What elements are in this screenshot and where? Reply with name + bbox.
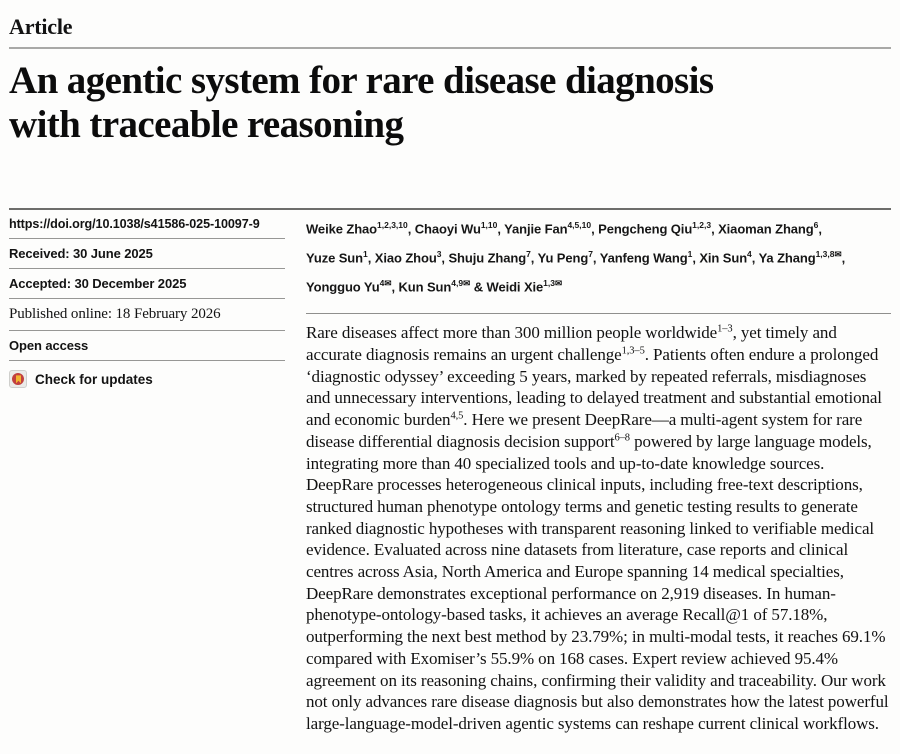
metadata-sidebar [9, 210, 285, 388]
open-access-badge: Open access [9, 331, 285, 361]
article-title [9, 59, 891, 146]
check-for-updates-button[interactable] [9, 361, 285, 388]
article-kicker: Article [9, 14, 73, 39]
abstract-divider [306, 313, 891, 315]
author-line: Weike Zhao$^{1,2,3,10}$, Chaoyi Wu$^{1,10}$, Yanjie Fan$^{4,5,10}$, Pengcheng Qiu$^{1,2,3}$, Xiaoman Zhang$^6$, [306, 220, 822, 237]
doi-link[interactable]: https://doi.org/10.1038/s41586-025-10097-9 [9, 210, 285, 239]
crossmark-bookmark-icon [9, 370, 27, 388]
check-for-updates-label: Check for updates [35, 371, 153, 387]
abstract-text: Rare diseases affect more than 300 million people worldwide$^{1-3}$, yet timely and accurate diagnosis remains an urgent challenge$^{1,3-5}$. Patients often endure a prolonged ‘diagnostic odyssey’ exceeding 5 years, marked by repeated referrals, misdiagnoses and unnecessary interventions, leading to delayed treatment and substantial emotional and economic burden$^{4,5}$. Here we present DeepRare—a multi-agent system for rare disease differential diagnosis decision support$^{6-8}$ powered by large language models, integrating more than 40 specialized tools and up-to-date knowledge sources. DeepRare processes heterogeneous clinical inputs, including free-text descriptions, structured human phenotype ontology terms and genetic testing results to generate ranked diagnostic hypotheses with transparent reasoning linked to verifiable medical evidence. Evaluated across nine datasets from literature, case reports and clinical centres across Asia, North America and Europe spanning 14 medical specialties, DeepRare demonstrates exceptional performance on 2,919 diseases. In human-phenotype-ontology-based tasks, it achieves an average Recall@1 of 57.18%, outperforming the next best method by 23.79%; in multi-modal tests, it reaches 69.1% compared with Exomiser’s 55.9% on 168 cases. Expert review achieved 95.4% agreement on its reasoning chains, confirming their validity and traceability. Our work not only advances rare disease diagnosis but also demonstrates how the latest powerful large-language-model-driven agentic systems can reshape current clinical workflows. [306, 323, 889, 733]
article-title-line-2: with traceable reasoning [9, 102, 404, 146]
author-line: Yuze Sun$^1$, Xiao Zhou$^3$, Shuju Zhang$^7$, Yu Peng$^7$, Yanfeng Wang$^1$, Xin Sun$^4$, Ya Zhang$^{1,3,8✉}$, [306, 249, 846, 266]
kicker-divider [9, 47, 891, 49]
accepted-date: Accepted: 30 December 2025 [9, 269, 285, 299]
published-online-date: Published online: 18 February 2026 [9, 299, 285, 331]
author-list [306, 213, 891, 299]
received-date: Received: 30 June 2025 [9, 239, 285, 269]
main-column [306, 210, 891, 734]
author-line: Yongguo $Yu^{4✉}$, Kun Sun$^{4,9✉}$ & Weidi Xie$^{1,3✉}$ [306, 278, 563, 295]
article-body [9, 210, 891, 734]
article-title-line-1: An agentic system for rare disease diagnosis [9, 59, 714, 102]
